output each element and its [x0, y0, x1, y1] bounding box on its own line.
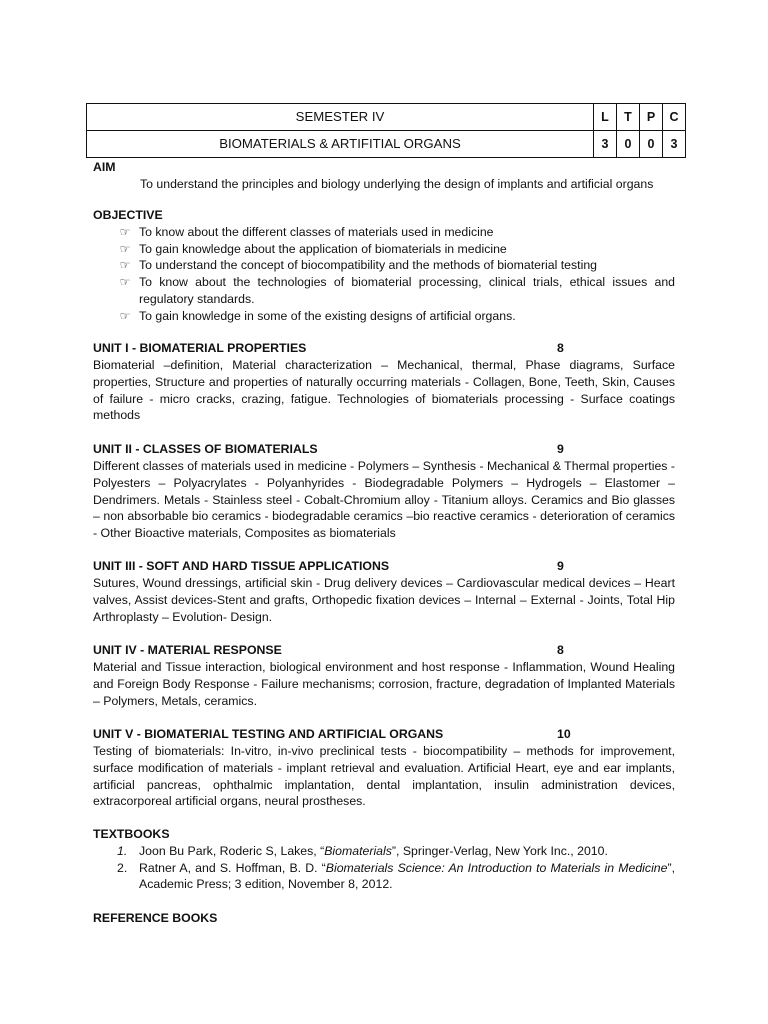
aim-section: [93, 159, 675, 193]
unit-hours: 8: [557, 643, 564, 657]
ltpc-label-c: C: [663, 104, 686, 131]
hand-pointer-icon: ☞: [119, 241, 131, 256]
hand-pointer-icon: ☞: [119, 308, 131, 323]
aim-heading: AIM: [93, 160, 116, 174]
unit-title: UNIT IV - MATERIAL RESPONSE: [93, 643, 282, 657]
list-item: ☞ To gain knowledge in some of the existing designs of artificial organs.: [93, 308, 675, 325]
objective-list: [93, 224, 675, 325]
ltpc-value-c: 3: [663, 131, 686, 158]
ltpc-value-t: 0: [617, 131, 640, 158]
semester-row: [87, 104, 686, 131]
list-item: ☞ To know about the technologies of biomaterial processing, clinical trials, ethical issues and regulatory standards.: [93, 274, 675, 308]
list-item: ☞ To understand the concept of biocompatibility and the methods of biomaterial testing: [93, 257, 675, 274]
unit-3-heading: [93, 558, 675, 575]
textbooks-section: [93, 826, 675, 893]
unit-title: UNIT I - BIOMATERIAL PROPERTIES: [93, 341, 307, 355]
ltpc-value-l: 3: [594, 131, 617, 158]
unit-hours: 10: [557, 727, 571, 741]
unit-1-section: [93, 340, 675, 424]
ltpc-label-l: L: [594, 104, 617, 131]
unit-3-content: Sutures, Wound dressings, artificial skin - Drug delivery devices – Cardiovascular medical devices – Heart valves, Assist devices-Stent and grafts, Orthopedic fixation devices – Internal – External - Joints, Total Hip Arthroplasty – Evolution- Design.: [93, 576, 675, 624]
course-row: [87, 131, 686, 158]
objective-section: [93, 207, 675, 325]
hand-pointer-icon: ☞: [119, 224, 131, 239]
unit-hours: 8: [557, 341, 564, 355]
unit-title: UNIT III - SOFT AND HARD TISSUE APPLICATIONS: [93, 559, 390, 573]
list-item: 1. Joon Bu Park, Roderic S, Lakes, “Biomaterials”, Springer-Verlag, New York Inc., 2010.: [117, 843, 608, 858]
list-item: 2. Ratner A, and S. Hoffman, B. D. “Biomaterials Science: An Introduction to Materials in Medicine”, Academic Press; 3 edition, November 8, 2012.: [117, 860, 675, 892]
unit-2-section: [93, 441, 675, 542]
unit-1-content: Biomaterial –definition, Material characterization – Mechanical, thermal, Phase diagrams, Surface properties, Structure and properties of naturally occurring materials - Collagen, Bone, Teeth, Skin, Causes of failure - micro cracks, crazing, fatigue. Technologies of biomaterials processing - Surface coatings methods: [93, 358, 675, 423]
unit-1-heading: [93, 340, 675, 357]
reference-heading: REFERENCE BOOKS: [93, 911, 218, 925]
textbooks-heading: TEXTBOOKS: [93, 827, 170, 841]
objective-heading: OBJECTIVE: [93, 208, 163, 222]
course-title: BIOMATERIALS & ARTIFITIAL ORGANS: [87, 131, 594, 158]
unit-2-content: Different classes of materials used in medicine - Polymers – Synthesis - Mechanical & Thermal properties - Polyesters – Polyacrylates - Polyanhyrides - Biodegradable Polymers – Hydrogels – Elastomer – Dendrimers. Metals - Stainless steel - Cobalt-Chromium alloy - Titanium alloys. Ceramics and Bio glasses – non absorbable bio ceramics - biodegradable ceramics –bio reactive ceramics - deterioration of ceramics - Other Bioactive materials, Composites as biomaterials: [93, 459, 675, 541]
unit-4-section: [93, 642, 675, 709]
unit-2-heading: [93, 441, 675, 458]
book-title: Biomaterials Science: An Introduction to Materials in Medicine: [325, 860, 668, 875]
textbooks-list: [93, 843, 675, 893]
semester-title: SEMESTER IV: [87, 104, 594, 131]
unit-4-heading: [93, 642, 675, 659]
unit-hours: 9: [557, 559, 564, 573]
hand-pointer-icon: ☞: [119, 258, 131, 273]
ltpc-label-p: P: [640, 104, 663, 131]
list-number: 2.: [117, 860, 128, 875]
unit-3-section: [93, 558, 675, 625]
ltpc-label-t: T: [617, 104, 640, 131]
course-header-table: [86, 103, 686, 158]
unit-5-content: Testing of biomaterials: In-vitro, in-vivo preclinical tests - biocompatibility – methods for improvement, surface modification of materials - implant retrieval and evaluation. Artificial Heart, eye and ear implants, artificial pancreas, ophthalmic implantation, dental implantation, insulin administration devices, extracorporeal artificial organs, neural prostheses.: [93, 744, 675, 809]
hand-pointer-icon: ☞: [119, 275, 131, 290]
unit-hours: 9: [557, 442, 564, 456]
unit-5-heading: [93, 726, 675, 743]
unit-title: UNIT II - CLASSES OF BIOMATERIALS: [93, 442, 318, 456]
unit-4-content: Material and Tissue interaction, biological environment and host response - Inflammation, Wound Healing and Foreign Body Response - Failure mechanisms; corrosion, fracture, degradation of Implanted Materials – Polymers, Metals, ceramics.: [93, 660, 675, 708]
list-item: ☞ To know about the different classes of materials used in medicine: [93, 224, 675, 241]
ltpc-value-p: 0: [640, 131, 663, 158]
unit-title: UNIT V - BIOMATERIAL TESTING AND ARTIFICIAL ORGANS: [93, 727, 444, 741]
aim-text: To understand the principles and biology underlying the design of implants and artificial organs: [140, 176, 654, 191]
book-title: Biomaterials: [324, 843, 392, 858]
list-item: ☞ To gain knowledge about the application of biomaterials in medicine: [93, 241, 675, 258]
unit-5-section: [93, 726, 675, 810]
reference-section: [93, 910, 675, 927]
list-number: 1.: [117, 843, 128, 858]
